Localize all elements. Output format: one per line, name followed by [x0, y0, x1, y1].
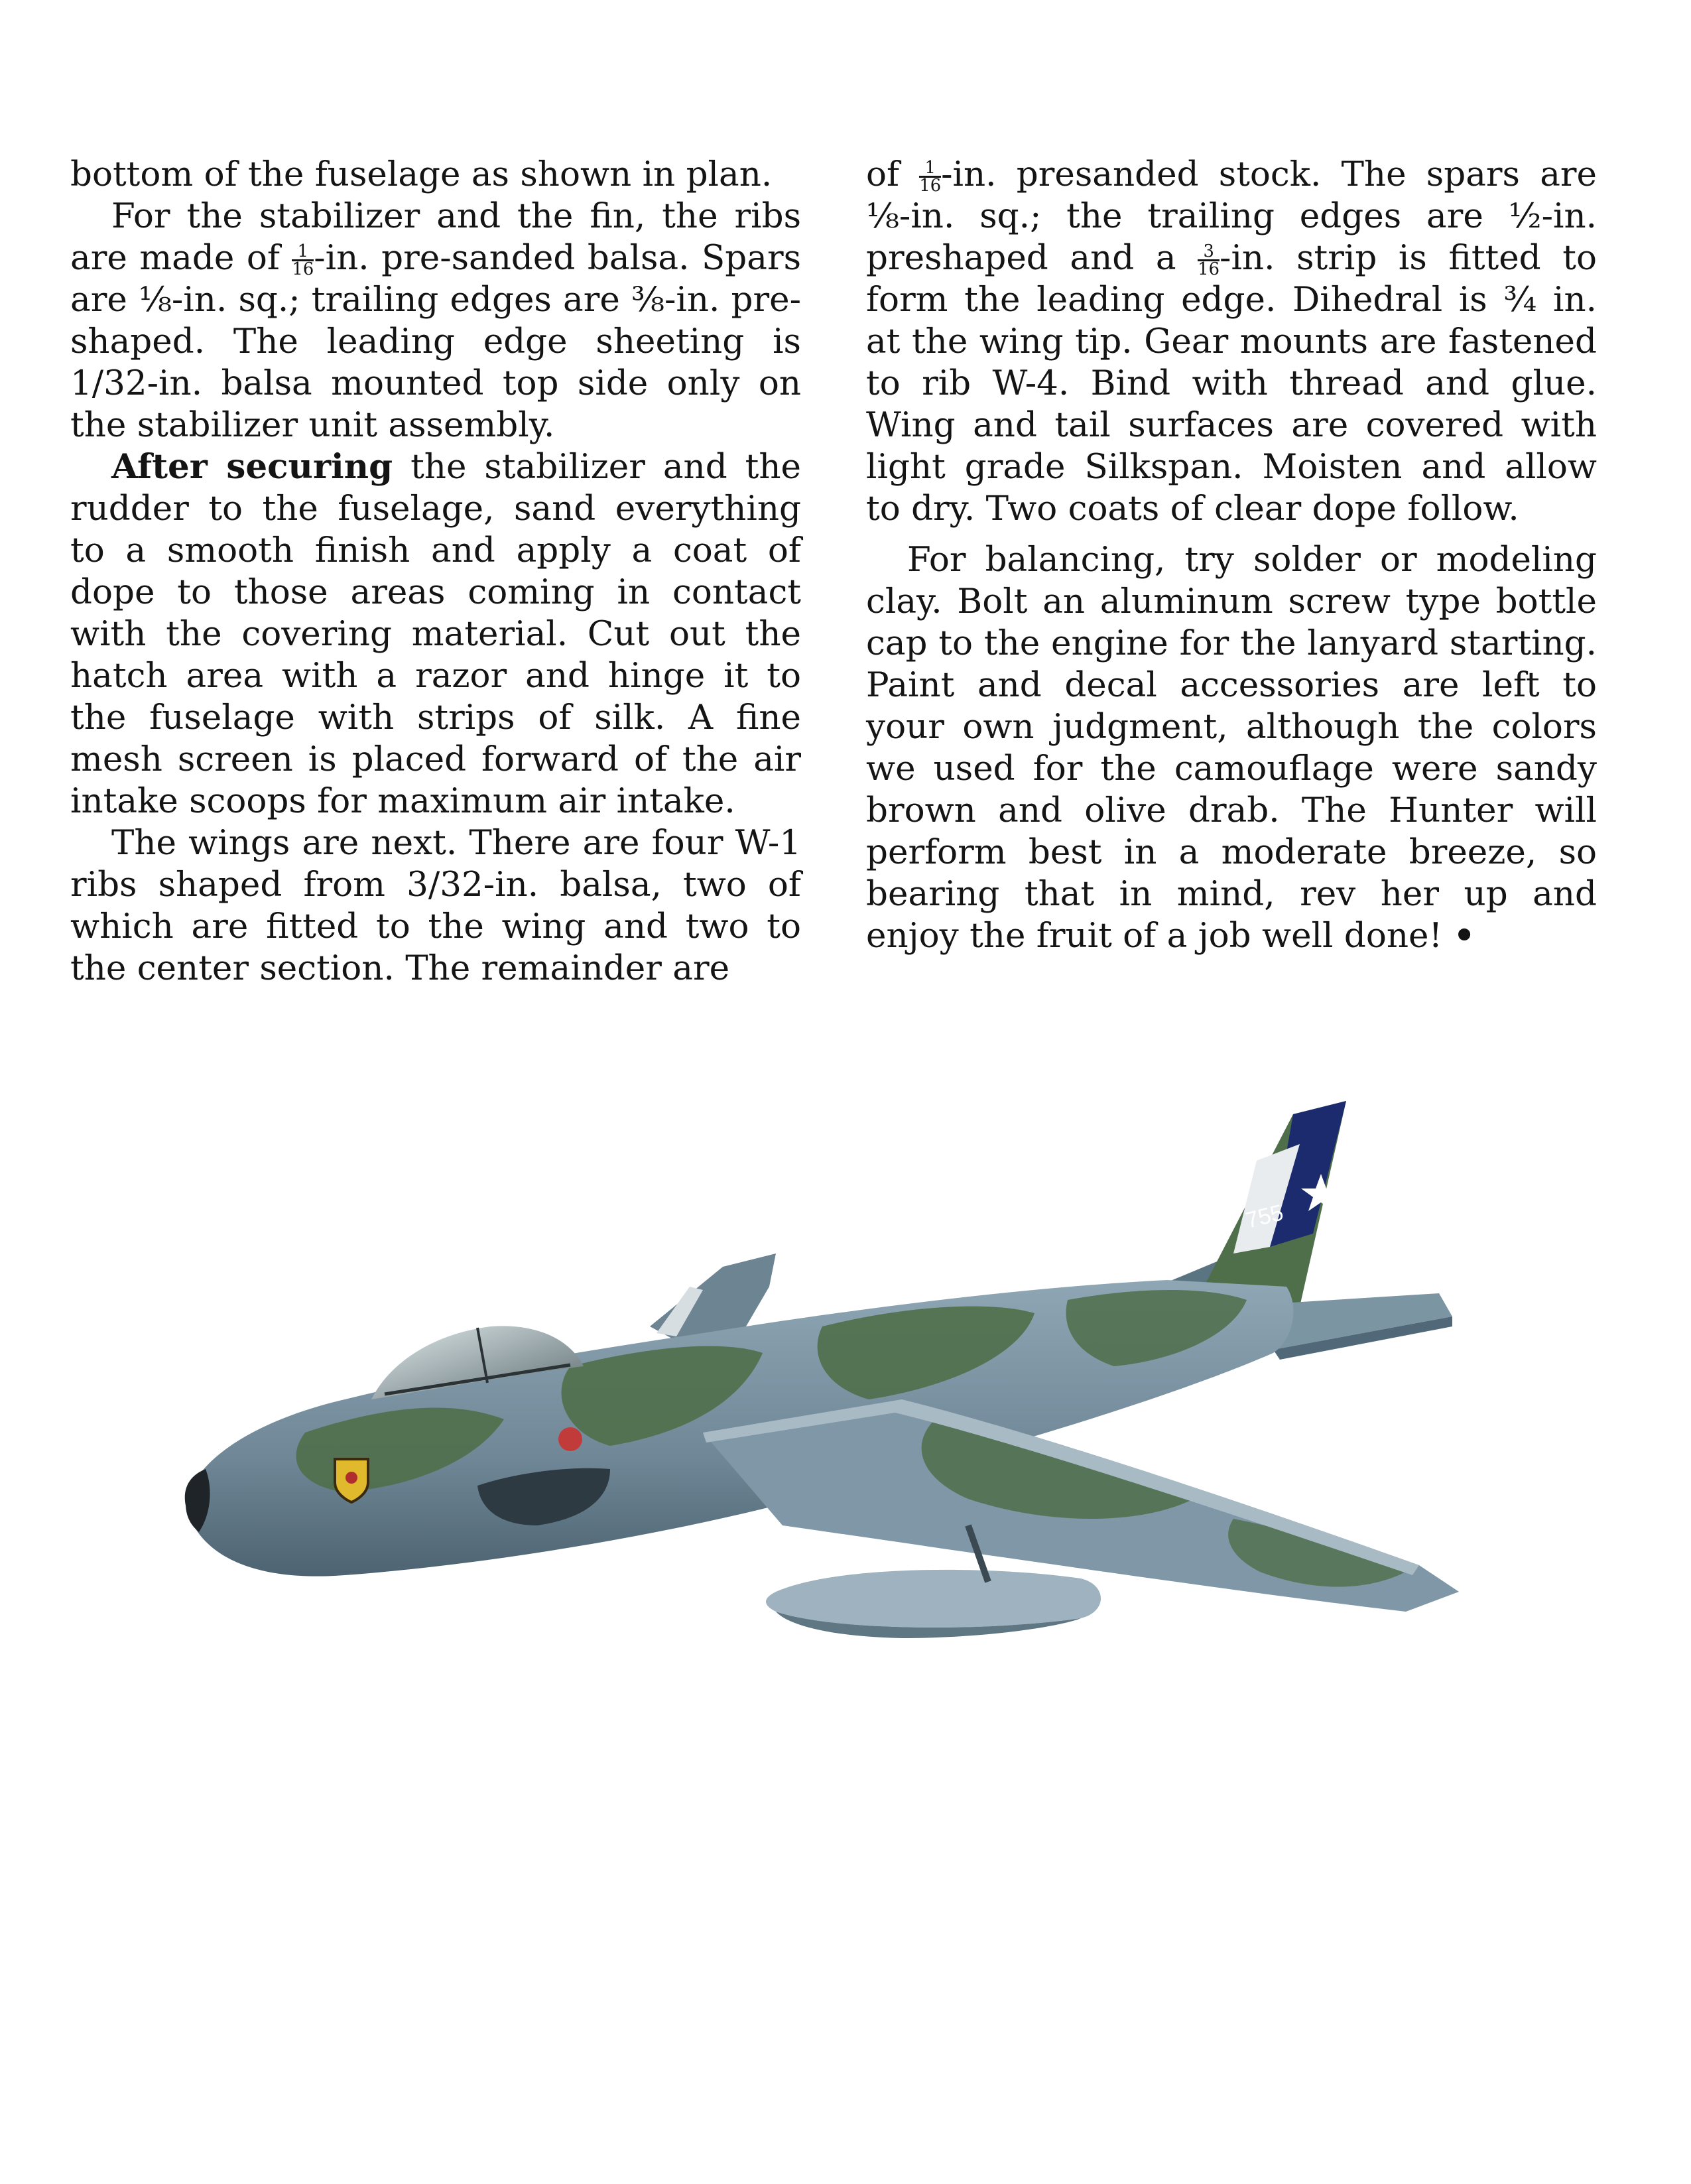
- run-in-heading: After securing: [111, 447, 393, 487]
- right-paragraph-2-text: For balancing, try solder or modeling clay. Bolt an aluminum screw type bottle cap to the engine for the lanyard starting. Paint and decal accessories are left to your own judgment, although the colors we used for the camouflage were sandy brown and olive drab. The Hunter will perform best in a moderate breeze, so bearing that in mind, rev her up and enjoy the fruit of a job well done!: [866, 540, 1597, 956]
- left-paragraph-2-text-a: For the stabilizer and the fin, the ribs are made of: [70, 196, 801, 278]
- fraction-denominator: 16: [292, 259, 314, 279]
- fraction-numerator: 1: [919, 160, 941, 178]
- left-paragraph-2: [70, 196, 801, 446]
- jet-illustration: [106, 1088, 1585, 1817]
- fraction-denominator: 16: [1198, 259, 1220, 279]
- left-paragraph-4: The wings are next. There are four W-1 ribs shaped from 3/32-in. balsa, two of which are fitted to the wing and two to the center section. The remainder are: [70, 823, 801, 988]
- left-paragraph-3-body: the stabilizer and the rudder to the fuselage, sand everything to a smooth finish and apply a coat of dope to those areas coming in contact with the covering material. Cut out the hatch area with a razor and hinge it to the fuselage with strips of silk. A fine mesh screen is placed forward of the air intake scoops for maximum air intake.: [70, 447, 801, 821]
- left-column: [70, 154, 801, 990]
- fraction-numerator: 3: [1198, 243, 1220, 261]
- fraction-one-sixteenth: [919, 157, 942, 196]
- drop-tank: [766, 1570, 1101, 1628]
- fraction-three-sixteenths: [1198, 243, 1220, 278]
- right-paragraph-1-text-b: -in. presanded stock. The spars are ⅛-in. sq.; the trailing edges are ½-in. preshaped and a: [866, 155, 1597, 278]
- fraction-denominator: 16: [919, 176, 942, 196]
- right-paragraph-2: [866, 539, 1597, 957]
- left-paragraph-1: bottom of the fuselage as shown in plan.: [70, 155, 773, 194]
- end-of-article-bullet: •: [1453, 916, 1475, 956]
- right-paragraph-1-text-a: of: [866, 155, 900, 194]
- right-paragraph-1-text-c: -in. strip is fitted to form the leading edge. Dihedral is ¾ in. at the wing tip. Gear mounts are fastened to rib W-4. Bind with thread and glue. Wing and tail surfaces are covered with light grade Silkspan. Moisten and allow to dry. Two coats of clear dope follow.: [866, 238, 1597, 529]
- roundel-badge-icon: [558, 1427, 582, 1451]
- hawker-hunter-photo: [106, 1088, 1585, 1817]
- right-column: [866, 154, 1597, 957]
- left-paragraph-2-text-b: -in. pre-sanded balsa. Spars are ⅛-in. sq.; trailing edges are ⅜-in. pre-shaped. The leading edge sheeting is 1/32-in. balsa mounted top side only on the stabilizer unit assembly.: [70, 238, 802, 445]
- fraction-numerator: 1: [292, 243, 314, 261]
- left-paragraph-3: [70, 446, 801, 822]
- tail-number: 755: [1243, 1200, 1286, 1234]
- right-paragraph-1: [866, 154, 1597, 530]
- fraction-one-sixteenth: [292, 243, 314, 278]
